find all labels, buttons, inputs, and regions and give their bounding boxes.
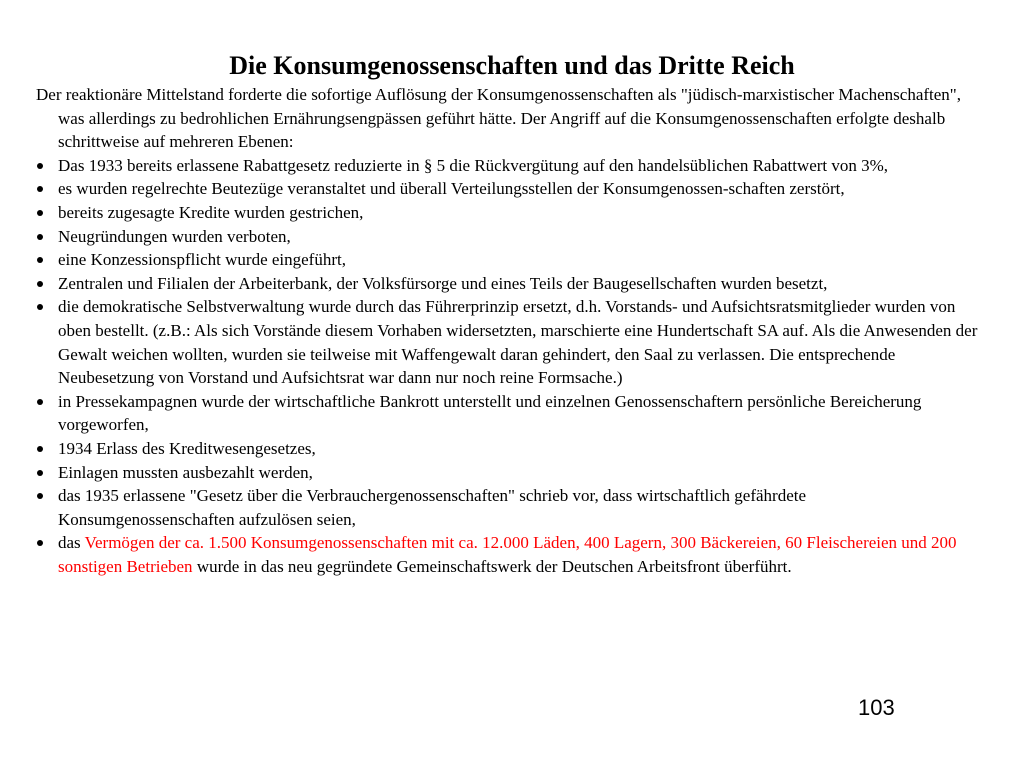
list-item-text: Zentralen und Filialen der Arbeiterbank, der Volksfürsorge und eines Teils der Baugesellschaften wurden besetzt, [58,273,828,293]
bullet-icon [37,540,43,546]
bullet-list [36,154,986,579]
list-item [36,461,986,485]
list-item [36,248,986,272]
list-item-text: bereits zugesagte Kredite wurden gestrichen, [58,202,364,222]
list-item [36,295,986,389]
slide-body [36,83,986,578]
list-item [36,225,986,249]
list-item-highlighted [36,531,986,578]
bullet-icon [37,210,43,216]
intro-paragraph: Der reaktionäre Mittelstand forderte die sofortige Auflösung der Konsumgenossenschaften als "jüdisch-marxistischer Machenschaften", was allerdings zu bedrohlichen Ernährungsengpässen geführt hätte. Der Angriff auf die Konsumgenossenschaften erfolgte deshalb schrittweise auf mehreren Ebenen: [36,85,961,152]
bullet-icon [37,470,43,476]
list-item [36,177,986,201]
list-item-text: eine Konzessionspflicht wurde eingeführt, [58,250,346,270]
list-item [36,272,986,296]
list-item [36,437,986,461]
list-item-text: es wurden regelrechte Beutezüge veranstaltet und überall Verteilungsstellen der Konsumgenossen-schaften zerstört, [58,179,845,199]
bullet-icon [37,399,43,405]
slide-title: Die Konsumgenossenschaften und das Dritte Reich [229,51,795,80]
bullet-icon [37,186,43,192]
list-item-text: die demokratische Selbstverwaltung wurde durch das Führerprinzip ersetzt, d.h. Vorstands- und Aufsichtsratsmitglieder wurden von oben bestellt. (z.B.: Als sich Vorstände diesem Vorhaben widersetzten, marschierte eine Hundertschaft SA auf. Als die Anwesenden der Gewalt weichen wollten, wurden sie teilweise mit Waffengewalt daran gehindert, den Saal zu verlassen. Die entsprechende Neubesetzung von Vorstand und Aufsichtsrat war dann nur noch reine Formsache.) [58,297,978,388]
bullet-icon [37,281,43,287]
list-item [36,484,986,531]
bullet-icon [37,234,43,240]
list-item-text: 1934 Erlass des Kreditwesengesetzes, [58,438,316,458]
list-item-text: das 1935 erlassene "Gesetz über die Verbrauchergenossenschaften" schrieb vor, dass wirtschaftlich gefährdete Konsumgenossenschaften aufzulösen seien, [58,486,807,529]
list-item [36,154,986,178]
bullet-icon [37,493,43,499]
bullet-icon [37,163,43,169]
bullet-icon [37,446,43,452]
list-item-text: in Pressekampagnen wurde der wirtschaftliche Bankrott unterstellt und einzelnen Genossenschaftern persönliche Bereicherung vorgeworfen, [58,391,922,435]
list-item [36,390,986,437]
bullet-icon [37,257,43,263]
bullet-icon [37,304,43,310]
list-item-text-before: das [58,533,85,553]
list-item-text: Neugründungen wurden verboten, [58,226,291,246]
list-item-text: Einlagen mussten ausbezahlt werden, [58,462,313,482]
list-item-text: Das 1933 bereits erlassene Rabattgesetz reduzierte in § 5 die Rückvergütung auf den handelsüblichen Rabattwert von 3%, [58,155,889,175]
list-item [36,201,986,225]
list-item-text-after: wurde in das neu gegründete Gemeinschaftswerk der Deutschen Arbeitsfront überführt. [192,556,792,576]
page-number: 103 [858,695,895,720]
highlighted-text: Vermögen der ca. 1.500 Konsumgenossenschaften mit ca. 12.000 Läden, 400 Lagern, 300 Bäckereien, 60 Fleischereien und 200 sonstigen Betrieben [58,533,957,576]
